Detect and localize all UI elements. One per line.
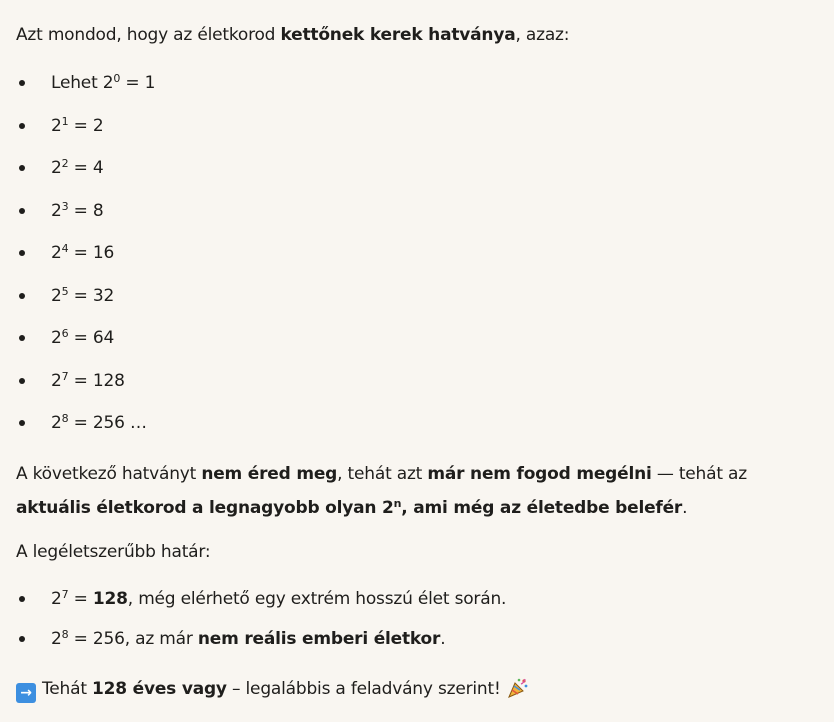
bullet-dot: [19, 596, 25, 602]
list-item: $2^5 = 32$: [0, 284, 834, 308]
intro-paragraph: [16, 23, 824, 47]
bullet-dot: [19, 335, 25, 341]
bullet-dot: [19, 123, 25, 129]
list-item: $2^4 = 16$: [0, 241, 834, 265]
party-popper-icon: [507, 677, 529, 699]
list-item: $2^7 = 128$: [0, 369, 834, 393]
next-power-paragraph: A következő hatványt nem éred meg, tehát azt már nem fogod megélni — tehát az aktuális életkorod a legnagyobb olyan 2$^n$, ami még az életedbe belefér.: [16, 464, 747, 518]
right-arrow-icon: →: [16, 683, 36, 703]
list-item: $2^7 = 128$, még elérhető egy extrém hosszú élet során.: [0, 587, 834, 611]
bullet-dot: [19, 420, 25, 426]
intro-text: Azt mondod, hogy az életkorod: [16, 25, 281, 45]
list-item: $2^8 = 256$, az már nem reális emberi életkor.: [0, 627, 834, 651]
intro-bold: kettőnek kerek hatványa: [280, 25, 516, 45]
bullet-dot: [19, 378, 25, 384]
bullet-dot: [19, 208, 25, 214]
bullet-dot: [19, 80, 25, 86]
intro-text-end: , azaz:: [515, 25, 570, 45]
bullet-dot: [19, 636, 25, 642]
list-item: $2^2 = 4$: [0, 156, 834, 180]
bullet-dot: [19, 165, 25, 171]
list-item: Lehet $2^0 = 1$: [0, 71, 834, 95]
limit-heading: A legéletszerűbb határ:: [16, 542, 211, 562]
list-item: $2^3 = 8$: [0, 199, 834, 223]
conclusion-paragraph: → Tehát 128 éves vagy – legalábbis a feladvány szerint!: [16, 677, 824, 703]
list-item: $2^1 = 2$: [0, 114, 834, 138]
list-item: $2^8 = 256$ …: [0, 411, 834, 435]
list-item: $2^6 = 64$: [0, 326, 834, 350]
bullet-dot: [19, 250, 25, 256]
bullet-dot: [19, 293, 25, 299]
